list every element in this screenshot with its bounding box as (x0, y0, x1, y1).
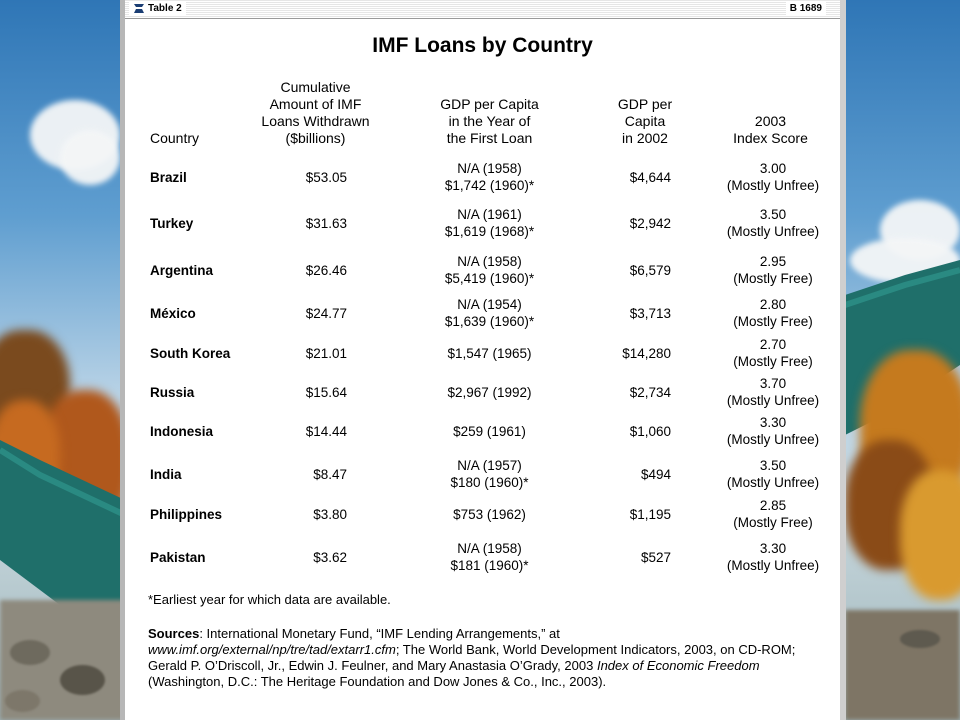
cell-index-score: (Mostly Unfree) (726, 178, 820, 193)
autumn-trees (900, 470, 960, 600)
cell-country: Argentina (150, 263, 214, 278)
cell-loans: $26.46 (305, 263, 347, 278)
header-line: the First Loan (446, 130, 533, 146)
sources-text: (Washington, D.C.: The Heritage Foundation and Dow Jones & Co., Inc., 2003). (148, 674, 607, 689)
header-line: in the Year of (448, 113, 531, 129)
cell-index-score: 3.50 (759, 207, 787, 222)
footnote: *Earliest year for which data are available. (148, 592, 391, 607)
cell-index-score: 3.30 (759, 415, 787, 430)
cell-gdp-first-loan: $259 (1961) (453, 424, 526, 439)
cell-gdp-first-loan: N/A (1954) (457, 297, 522, 312)
cell-index-score: (Mostly Unfree) (726, 432, 820, 447)
cell-index-score: 2.85 (759, 498, 787, 513)
cell-index-score: 2.80 (759, 297, 787, 312)
rock (5, 690, 40, 712)
cell-gdp-2002: $2,734 (629, 385, 671, 400)
header-line: Loans Withdrawn (261, 113, 370, 129)
cell-country: Russia (150, 385, 195, 400)
cell-index-score: (Mostly Unfree) (726, 224, 820, 239)
sources-text: : International Monetary Fund, “IMF Lending Arrangements,” at (199, 626, 560, 641)
window-title-text: Table 2 (148, 3, 182, 14)
cell-gdp-first-loan: N/A (1958) (457, 254, 522, 269)
header-line: ($billions) (285, 130, 346, 146)
cell-loans: $3.62 (313, 550, 347, 565)
cell-gdp-first-loan: $180 (1960)* (450, 475, 529, 490)
cell-index-score: 2.95 (759, 254, 787, 269)
rock (60, 665, 105, 695)
cell-gdp-first-loan: $753 (1962) (453, 507, 526, 522)
cell-gdp-2002: $527 (640, 550, 671, 565)
header-loans (243, 79, 388, 147)
cell-gdp-2002: $1,060 (629, 424, 671, 439)
cell-loans: $8.47 (313, 467, 347, 482)
cell-country: Pakistan (150, 550, 206, 565)
cell-index-score: (Mostly Free) (733, 354, 813, 369)
cell-country: Turkey (150, 216, 194, 231)
cell-gdp-2002: $3,713 (629, 306, 671, 321)
header-gdp-first-loan (417, 96, 562, 147)
cell-loans: $24.77 (305, 306, 347, 321)
cell-gdp-2002: $14,280 (622, 346, 671, 361)
cell-gdp-first-loan: $1,547 (1965) (447, 346, 532, 361)
sources-url: www.imf.org/external/np/tre/tad/extarr1.cfm (148, 642, 396, 657)
cell-country: South Korea (150, 346, 231, 361)
river (845, 610, 960, 720)
cell-loans: $21.01 (305, 346, 347, 361)
sources-text: ; The World Bank, World Development Indicators, 2003, on CD-ROM; Gerald P. O’Driscoll, Jr., Edwin J. Feulner, and Mary Anastasia O’Grady, 2003 (148, 642, 796, 673)
table-title: IMF Loans by Country (372, 34, 593, 57)
header-line: GDP per Capita (440, 96, 539, 112)
cell-gdp-first-loan: $1,619 (1968)* (444, 224, 535, 239)
cell-country: India (150, 467, 182, 482)
cell-index-score: (Mostly Free) (733, 271, 813, 286)
header-line: Amount of IMF (269, 96, 362, 112)
cell-gdp-first-loan: N/A (1958) (457, 161, 522, 176)
document-id: B 1689 (786, 2, 826, 15)
cell-gdp-first-loan: $2,967 (1992) (447, 385, 532, 400)
rock (10, 640, 50, 665)
window-close-icon[interactable] (133, 3, 145, 14)
header-country-text: Country (150, 130, 200, 146)
cell-gdp-2002: $2,942 (629, 216, 671, 231)
cell-gdp-2002: $494 (640, 467, 671, 482)
cell-country: Philippines (150, 507, 223, 522)
cell-index-score: (Mostly Unfree) (726, 558, 820, 573)
header-line: 2003 (754, 113, 787, 129)
cell-gdp-first-loan: N/A (1957) (457, 458, 522, 473)
cell-loans: $14.44 (305, 424, 347, 439)
header-line: Cumulative (280, 79, 351, 95)
cell-country: Brazil (150, 170, 187, 185)
header-line: Index Score (733, 130, 808, 146)
cell-gdp-first-loan: $1,742 (1960)* (444, 178, 535, 193)
cell-index-score: (Mostly Unfree) (726, 393, 820, 408)
window-title (129, 2, 186, 15)
cell-gdp-first-loan: N/A (1961) (457, 207, 522, 222)
cell-gdp-2002: $4,644 (629, 170, 671, 185)
cell-country: México (150, 306, 196, 321)
header-line: in 2002 (622, 130, 668, 146)
cell-loans: $31.63 (305, 216, 347, 231)
header-line: GDP per (617, 96, 673, 112)
cell-index-score: (Mostly Unfree) (726, 475, 820, 490)
cell-gdp-first-loan: N/A (1958) (457, 541, 522, 556)
cell-gdp-first-loan: $181 (1960)* (450, 558, 529, 573)
cell-index-score: (Mostly Free) (733, 515, 813, 530)
header-index-score (713, 113, 828, 147)
rock (900, 630, 940, 648)
cell-index-score: (Mostly Free) (733, 314, 813, 329)
cell-country: Indonesia (150, 424, 214, 439)
cloud (60, 130, 120, 185)
cell-loans: $15.64 (305, 385, 347, 400)
window-titlebar (125, 0, 840, 19)
header-country (150, 130, 199, 147)
cell-gdp-2002: $6,579 (629, 263, 671, 278)
cell-index-score: 3.50 (759, 458, 787, 473)
cell-gdp-2002: $1,195 (629, 507, 671, 522)
cell-gdp-first-loan: $5,419 (1960)* (444, 271, 535, 286)
cell-index-score: 3.70 (759, 376, 787, 391)
cell-loans: $53.05 (305, 170, 347, 185)
sources-book-title: Index of Economic Freedom (596, 658, 760, 673)
sources (148, 626, 813, 690)
cell-index-score: 3.30 (759, 541, 787, 556)
document-panel (120, 0, 846, 720)
cell-loans: $3.80 (313, 507, 347, 522)
cell-gdp-first-loan: $1,639 (1960)* (444, 314, 535, 329)
cell-index-score: 2.70 (759, 337, 787, 352)
header-line: Capita (624, 113, 666, 129)
cell-index-score: 3.00 (759, 161, 787, 176)
sources-label: Sources (148, 626, 200, 641)
header-gdp-2002 (590, 96, 700, 147)
